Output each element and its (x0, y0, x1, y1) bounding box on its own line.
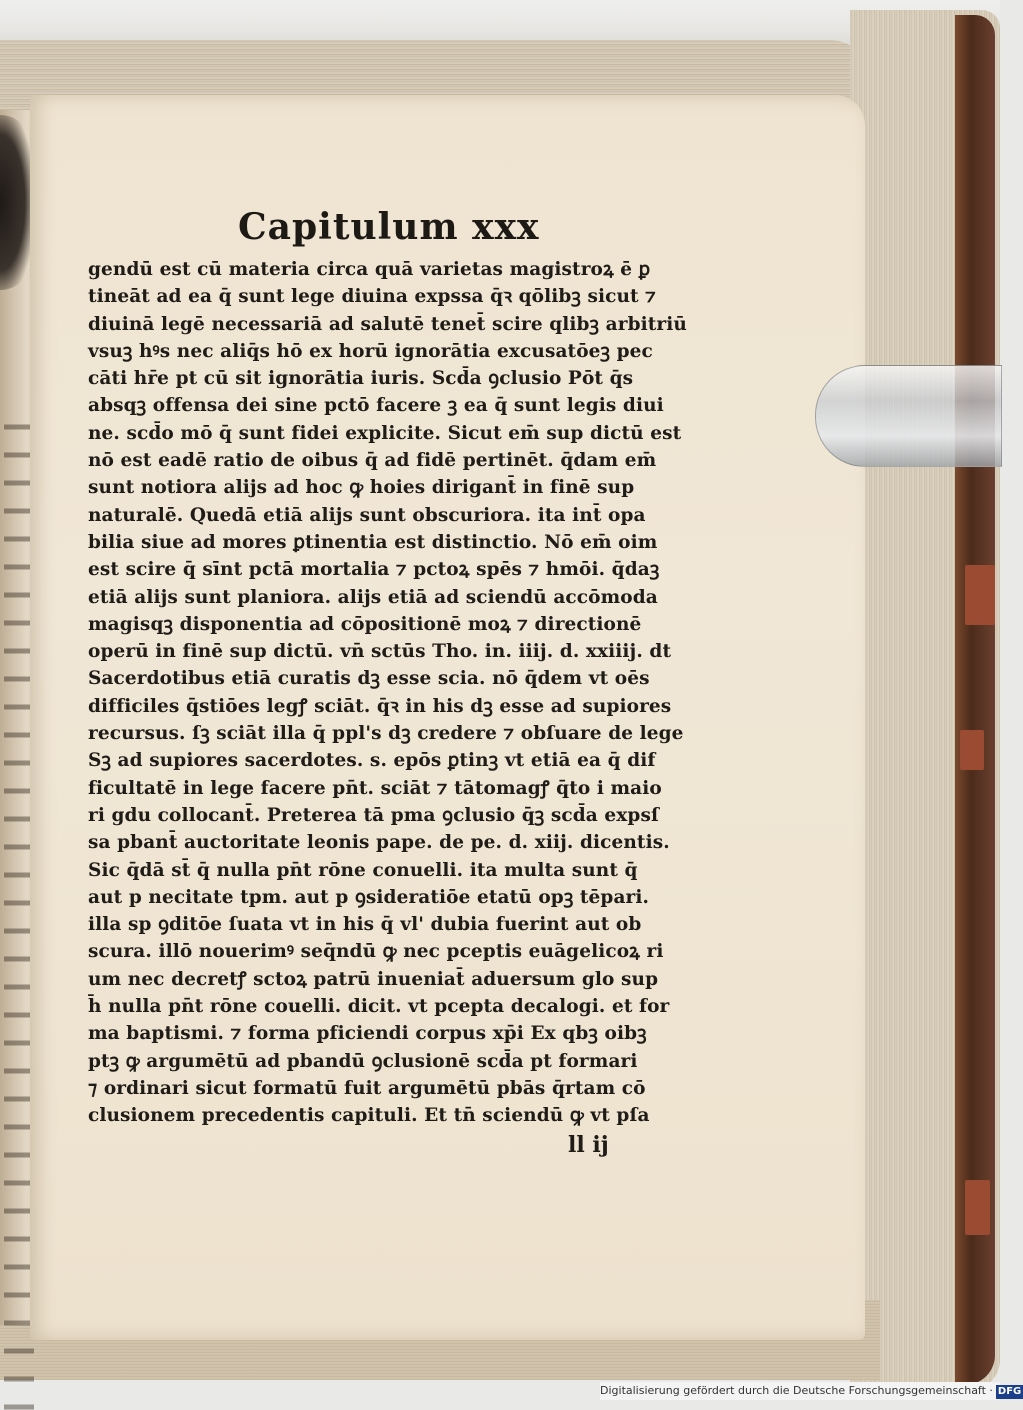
dfg-logo: DFG (997, 1386, 1022, 1397)
chapter-heading: Capitulum xxx (238, 206, 540, 248)
text-line: diuinā legē necessariā ad salutē tenet̄ scire qlibꝫ arbitriū (88, 313, 687, 335)
text-line: Sic q̄dā st̄ q̄ nulla pn̄t rōne conuelli. ita multa sunt q̄ (88, 859, 638, 881)
text-line: gendū est cū materia circa quā varietas magistroꝝ ē ꝑ (88, 259, 651, 280)
text-line: Sacerdotibus etiā curatis dꝫ esse scia. nō q̄dem vt oēs (88, 668, 650, 690)
text-line: illa sp ꝯditōe ſuata vt in his q̄ vl' dubia fuerint aut ob (88, 914, 642, 936)
text-line: difficiles q̄stiōes legꝭ sciāt. q̄ꝛ in his dꝫ esse ad supiores (88, 695, 672, 717)
clasp-ribbon (960, 730, 984, 770)
text-line: naturalē. Quedā etiā alijs sunt obscuriora. ita int̄ opa (88, 504, 646, 526)
text-line: est scire q̄ sīnt pctā mortalia ⁊ pctoꝝ spēs ⁊ hmōi. q̄daꝫ (88, 559, 660, 581)
text-line: recursus. ſꝫ sciāt illa q̄ ppl's dꝫ credere ⁊ obſuare de lege (88, 723, 684, 745)
text-line: bilia siue ad mores ꝑtinentia est distinctio. Nō em̄ oim (88, 531, 658, 553)
text-line: tineāt ad ea q̄ sunt lege diuina expssa q̄ꝛ qōlibꝫ sicut ⁊ (88, 286, 656, 308)
text-line: clusionem precedentis capituli. Et tn̄ sciendū ꝙ vt pſa (88, 1105, 650, 1127)
text-line: ri gdu collocant̄. Preterea tā pma ꝯclusio q̄ꝫ scd̄a expsſ (88, 804, 660, 826)
text-line: ⁊ ordinari sicut formatū fuit argumētū pbās q̄rtam cō (88, 1077, 646, 1099)
text-line: aut p necitate tpm. aut p ꝯsideratiōe etatū opꝫ tēpari. (88, 886, 650, 908)
left-page-curl (0, 115, 32, 290)
text-line: ficultatē in lege facere pn̄t. sciāt ⁊ tātomagꝭ q̄to i maio (88, 777, 662, 799)
text-line: sa pbant̄ auctoritate leonis pape. de pe. d. xiij. dicentis. (88, 832, 670, 854)
text-line: sunt notiora alijs ad hoc ꝙ hoies dirigant̄ in finē sup (88, 477, 635, 499)
text-line: ne. scd̄o mō q̄ sunt fidei explicite. Sicut em̄ sup dictū est (88, 422, 682, 444)
signature-mark: ll ij (568, 1132, 609, 1158)
clasp-ribbon (965, 565, 995, 625)
text-line: scura. illō nouerimꝰ seq̄ndū ꝙ nec pceptis euāgelicoꝝ ri (88, 941, 664, 963)
text-block (88, 256, 688, 1130)
text-line: absqꝫ offensa dei sine pctō facere ꝫ ea q̄ sunt legis diui (88, 395, 664, 417)
glass-weight (815, 365, 1002, 467)
text-line: ma baptismi. ⁊ forma pficiendi corpus xp̄i Ex qbꝫ oibꝫ (88, 1023, 647, 1045)
text-line: ptꝫ ꝙ argumētū ad pbandū ꝯclusionē scd̄a pt formari (88, 1050, 638, 1072)
text-line: Sꝫ ad supiores sacerdotes. s. epōs ꝑtinꝫ vt etiā ea q̄ dif (88, 750, 656, 772)
text-line: um nec decretꝭ sctoꝝ patrū inueniat̄ aduersum glo sup (88, 968, 659, 990)
text-line: nō est eadē ratio de oibus q̄ ad fidē pertinēt. q̄dam em̄ (88, 450, 657, 472)
text-line: operū in finē sup dictū. vn̄ sctūs Tho. in. iiij. d. xxiiij. dt (88, 641, 672, 663)
text-line: cāti hr̄e pt cū sit ignorātia iuris. Scd̄a ꝯclusio Pōt q̄s (88, 368, 634, 390)
text-line: vsuꝫ hꝰs nec aliq̄s hō ex horū ignorātia excusatōeꝫ pec (88, 340, 653, 362)
text-line: magisqꝫ disponentia ad cōpositionē moꝝ ⁊ directionē (88, 613, 642, 635)
footer-text: Digitalisierung gefördert durch die Deutsche Forschungsgemeinschaft · (600, 1384, 993, 1397)
text-line: h̄ nulla pn̄t rōne couelli. dicit. vt pcepta decalogi. et for (88, 996, 670, 1018)
text-line: etiā alijs sunt planiora. alijs etiā ad sciendū accōmoda (88, 586, 658, 608)
clasp-ribbon (965, 1180, 990, 1235)
footer-credit (600, 1382, 1022, 1400)
